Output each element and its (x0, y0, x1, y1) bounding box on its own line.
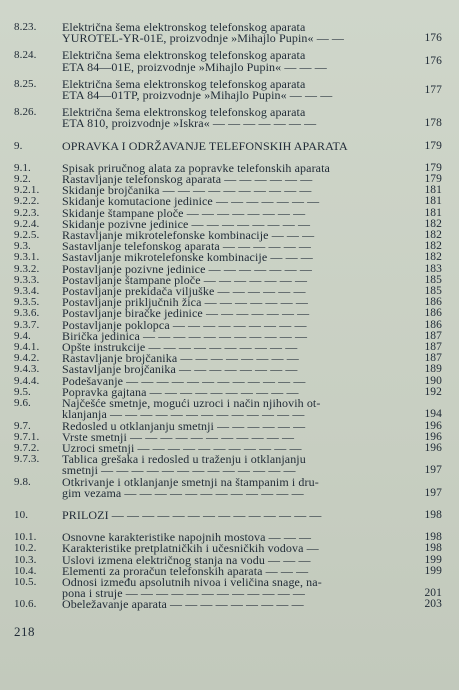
toc-entry-page: 186 (424, 318, 442, 331)
toc-entry-title: Skidanje pozivne jedinice — — — — — — — — (62, 216, 311, 231)
toc-entry-page: 182 (424, 240, 442, 253)
toc-entry (14, 574, 446, 601)
toc-entry-page: 186 (424, 307, 442, 320)
toc-entry-number: 9.4. (14, 329, 31, 342)
toc-entry-number: 9.3.4. (14, 285, 40, 298)
toc-entry-number: 9.6. (14, 397, 31, 410)
toc-entry-number: 9.2. (14, 173, 31, 186)
toc-entry-number: 10.6. (14, 598, 37, 611)
toc-entry-title: Birička jedinica — — — — — — — — — — — (62, 328, 308, 343)
toc-entry-title: Popravka gajtana — — — — — — — — — — (62, 384, 299, 399)
toc-entry-number: 9.3.3. (14, 273, 40, 286)
toc-entry-number: 9.2.4. (14, 217, 40, 230)
toc-entry-title: Električna šema elektronskog telefonskog aparata YUROTEL-YR-01E, proizvodnje »Mihajlo Pupin« — — (62, 20, 345, 46)
toc-entry-title: Električna šema elektronskog telefonskog aparata ETA 810, proizvodnje »Iskra« — — — — — — — (62, 105, 317, 131)
toc-entry-page: 199 (424, 564, 442, 577)
toc-entry-number: 9.3.7. (14, 318, 40, 331)
toc-entry-number: 9.7. (14, 419, 31, 432)
toc-entry-page: 182 (424, 251, 442, 264)
toc-entry-title: Najčešće smetnje, mogući uzroci i način njihovih ot- klanjanja — — — — — — — — — — — — — (62, 396, 321, 422)
toc-entry-title: Spisak priručnog alata za popravke telefonskih aparata (62, 160, 330, 175)
toc-entry-page: 187 (424, 329, 442, 342)
toc-entry (14, 454, 446, 476)
toc-entry-title: Vrste smetnji — — — — — — — — — — — (62, 429, 295, 444)
toc-entry-page: 196 (424, 419, 442, 432)
toc-entry-number: 9.4.2. (14, 352, 40, 365)
toc-entry-title: Postavljanje biračke jedinice — — — — — — — (62, 306, 310, 321)
toc-entry-number: 9.4.1. (14, 341, 40, 354)
toc-entry-title: Uzroci smetnji — — — — — — — — — — — (62, 440, 302, 455)
toc-entry-page: 196 (424, 441, 442, 454)
toc-chapter-title: PRILOZI — — — — — — — — — — — — — — (62, 507, 322, 522)
toc-entry-number: 9.2.3. (14, 206, 40, 219)
toc-chapter-title: OPRAVKA I ODRŽAVANJE TELEFONSKIH APARATA (62, 138, 348, 153)
toc-entry-title: Rastavljanje telefonskog aparata — — — — — — (62, 172, 313, 187)
toc-entry-title: Električna šema elektronskog telefonskog aparata ETA 84—01E, proizvodnje »Mihajlo Pupin« — — — (62, 48, 327, 74)
toc-entry-page: 187 (424, 341, 442, 354)
toc-entry-title: Otkrivanje i otklanjanje smetnji na štampanim i dru- gim vezama — — — — — — — — — — — — (62, 474, 319, 500)
toc-entry-number: 9.3.5. (14, 296, 40, 309)
toc-entry-number: 9.1. (14, 161, 31, 174)
toc-entry-title: Rastavljanje mikrotelefonske kombinacije — — — (62, 228, 315, 243)
toc-entry-title: Osnovne karakteristike napojnih mostova — — — (62, 530, 312, 545)
toc-entry-number: 9.2.5. (14, 229, 40, 242)
toc-entry (14, 107, 446, 129)
toc-entry-page: 182 (424, 217, 442, 230)
toc-entry-page: 181 (424, 195, 442, 208)
toc-entry-page: 179 (424, 173, 442, 186)
toc-entry-number: 9.3.2. (14, 262, 40, 275)
toc-entry-number: 9. (14, 139, 23, 152)
toc-entry-title: Opšte instrukcije — — — — — — — — — — (62, 340, 298, 355)
toc-entry (14, 474, 446, 500)
toc-entry-page: 181 (424, 184, 442, 197)
toc-entry-number: 9.2.1. (14, 184, 40, 197)
toc-entry-number: 9.4.4. (14, 374, 40, 387)
toc-entry-page: 197 (424, 464, 442, 477)
toc-entry-number: 9.3. (14, 240, 31, 253)
toc-entry-page: 179 (424, 161, 442, 174)
toc-entry-page: 183 (424, 262, 442, 275)
toc-entry-title: Postavljanje poklopca — — — — — — — — — (62, 317, 307, 332)
toc-entry-page: 197 (424, 486, 442, 499)
toc-entry-title: Karakteristike pretplatničkih i učesničkih vodova — (62, 541, 319, 556)
toc-entry-number: 9.4.3. (14, 363, 40, 376)
toc-entry-title: Postavljanje priključnih žica — — — — — — — (62, 295, 308, 310)
toc-entry-page: 182 (424, 229, 442, 242)
toc-entry-page: 199 (424, 553, 442, 566)
toc-entry-title: Postavljanje prekidača viljuške — — — — — — (62, 284, 306, 299)
toc-entry-title: Sastavljanje telefonskog aparata — — — — — — (62, 239, 312, 254)
toc-entry-page: 192 (424, 385, 442, 398)
toc-entry-title: Uslovi izmena električnog stanja na vodu — — — (62, 552, 311, 567)
toc-entry-number: 9.7.1. (14, 430, 40, 443)
toc-entry-title: Skidanje brojčanika — — — — — — — — — — (62, 183, 312, 198)
toc-entry-number: 10.4. (14, 564, 37, 577)
toc-entry (14, 398, 446, 420)
toc-entry-number: 10.3. (14, 553, 37, 566)
toc-entry-title: Sastavljanje mikrotelefonske kombinacije — — — (62, 250, 313, 265)
table-of-contents (14, 22, 446, 611)
toc-entry (14, 50, 446, 72)
toc-entry-title: Sastavljanje brojčanika — — — — — — — — (62, 362, 298, 377)
toc-entry-number: 10.5. (14, 575, 37, 588)
toc-entry (14, 599, 446, 610)
toc-entry-number: 9.5. (14, 385, 31, 398)
toc-entry-number: 8.25. (14, 77, 37, 90)
toc-entry-title: Odnosi između apsolutnih nivoa i veličina snage, na- pona i struje — — — — — — — — — — — — (62, 574, 322, 601)
toc-entry-number: 9.8. (14, 475, 31, 488)
toc-entry-title: Skidanje štampane ploče — — — — — — — — (62, 205, 306, 220)
toc-entry-page: 198 (424, 531, 442, 544)
toc-entry-number: 10.2. (14, 542, 37, 555)
toc-entry-page: 185 (424, 285, 442, 298)
toc-entry-title: Obeležavanje aparata — — — — — — — — — (62, 597, 304, 612)
toc-entry (14, 76, 446, 103)
toc-entry-title: Električna šema elektronskog telefonskog aparata ETA 84—01TP, proizvodnje »Mihajlo Pupin« — — — (62, 76, 333, 103)
toc-entry-page: 190 (424, 374, 442, 387)
toc-entry-title: Rastavljanje brojčanika — — — — — — — — (62, 351, 299, 366)
toc-entry-number: 9.7.3. (14, 453, 40, 466)
page-number: 218 (14, 624, 35, 639)
toc-entry-title: Elementi za proračun telefonskih aparata — — — (62, 563, 309, 578)
toc-chapter (14, 138, 446, 153)
toc-entry-page: 177 (424, 83, 442, 96)
toc-entry-number: 8.23. (14, 21, 37, 33)
toc-entry-number: 9.7.2. (14, 441, 40, 454)
toc-entry-number: 10. (14, 508, 29, 521)
toc-entry-page: 198 (424, 542, 442, 555)
toc-entry-number: 9.3.6. (14, 307, 40, 320)
toc-entry-page: 203 (424, 598, 442, 611)
toc-entry-title: Tablica grešaka i redosled u traženju i otklanjanju smetnji — — — — — — — — — — — — — (62, 452, 306, 478)
toc-entry-page: 189 (424, 363, 442, 376)
toc-entry-page: 185 (424, 273, 442, 286)
toc-entry-title: Postavljanje pozivne jedinice — — — — — — — (62, 261, 312, 276)
toc-entry-page: 201 (424, 586, 442, 599)
toc-entry-number: 8.26. (14, 106, 37, 119)
toc-entry-title: Skidanje komutacione jedinice — — — — — — — (62, 194, 320, 209)
toc-entry-page: 187 (424, 352, 442, 365)
toc-entry-page: 179 (424, 139, 442, 152)
toc-entry-number: 8.24. (14, 49, 37, 62)
toc-entry-page: 176 (424, 32, 442, 44)
toc-chapter (14, 507, 446, 522)
toc-entry-title: Postavljanje štampane ploče — — — — — — — (62, 272, 308, 287)
toc-entry-title: Redosled u otklanjanju smetnji — — — — — — (62, 418, 306, 433)
toc-entry-page: 186 (424, 296, 442, 309)
toc-entry-page: 181 (424, 206, 442, 219)
toc-entry-number: 9.3.1. (14, 251, 40, 264)
toc-entry-page: 176 (424, 55, 442, 68)
toc-entry-page: 198 (424, 508, 442, 521)
toc-entry-number: 10.1. (14, 531, 37, 544)
toc-entry (14, 22, 446, 44)
toc-entry-page: 178 (424, 117, 442, 130)
toc-entry-page: 196 (424, 430, 442, 443)
toc-entry-number: 9.2.2. (14, 195, 40, 208)
toc-entry-page: 194 (424, 408, 442, 421)
toc-entry-title: Podešavanje — — — — — — — — — — — — (62, 373, 306, 388)
